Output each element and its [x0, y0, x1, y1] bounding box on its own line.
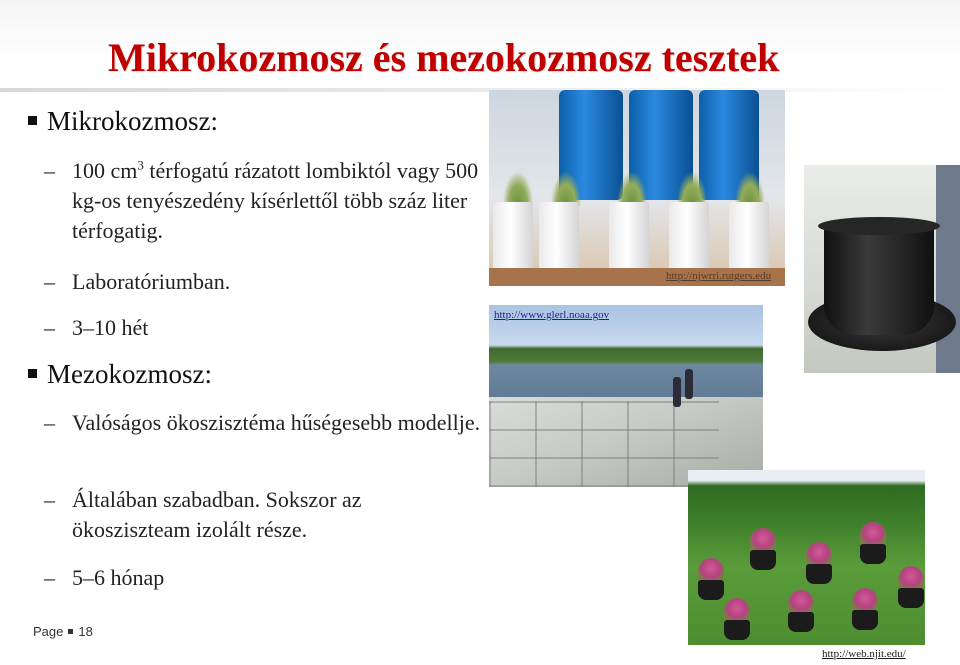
square-bullet-icon	[28, 369, 37, 378]
image-credit-link[interactable]: http://web.njit.edu/	[822, 648, 906, 660]
bullet-point	[44, 313, 484, 343]
dash-bullet-icon: –	[44, 269, 55, 294]
bullet-text: Általában szabadban. Sokszor az ökosziszteam izolált része.	[72, 487, 362, 542]
page-number: Page 18	[33, 624, 93, 639]
title-divider	[0, 88, 960, 92]
photo-bucket-microcosms	[489, 90, 785, 286]
bullet-point	[44, 267, 484, 297]
photo-pot-microcosm	[804, 165, 960, 373]
dash-bullet-icon: –	[44, 565, 55, 590]
image-credit-link[interactable]: http://www.glerl.noaa.gov	[494, 309, 610, 321]
bullet-text: Valóságos ökoszisztéma hűségesebb modellje.	[72, 410, 481, 435]
bullet-point	[44, 408, 484, 438]
photo-lake-mesocosms	[489, 305, 763, 487]
bullet-text: 5–6 hónap	[72, 565, 165, 590]
dash-bullet-icon: –	[44, 487, 55, 512]
dash-bullet-icon: –	[44, 315, 55, 340]
image-credit-link[interactable]: http://njwrri.rutgers.edu	[666, 270, 772, 282]
square-bullet-icon	[68, 629, 73, 634]
photo-field-mesocosms	[688, 470, 925, 645]
bullet-text: 100 $cm^3$ térfogatú rázatott lombiktól vagy 500 kg-os tenyészedény kísérlettől több száz liter térfogatig.	[72, 157, 479, 243]
bullet-text: 3–10 hét	[72, 315, 149, 340]
section-heading-mesocosm	[28, 359, 212, 390]
bullet-point	[44, 156, 484, 246]
dash-bullet-icon: –	[44, 410, 55, 435]
section-heading-text: Mezokozmosz:	[47, 359, 212, 389]
slide-title: Mikrokozmosz és mezokozmosz tesztek	[108, 35, 780, 80]
bullet-point	[44, 563, 484, 593]
bullet-point	[44, 485, 464, 545]
section-heading-microcosm	[28, 106, 218, 137]
bullet-text: Laboratóriumban.	[72, 269, 231, 294]
section-heading-text: Mikrokozmosz:	[47, 106, 218, 136]
square-bullet-icon	[28, 116, 37, 125]
dash-bullet-icon: –	[44, 158, 55, 183]
